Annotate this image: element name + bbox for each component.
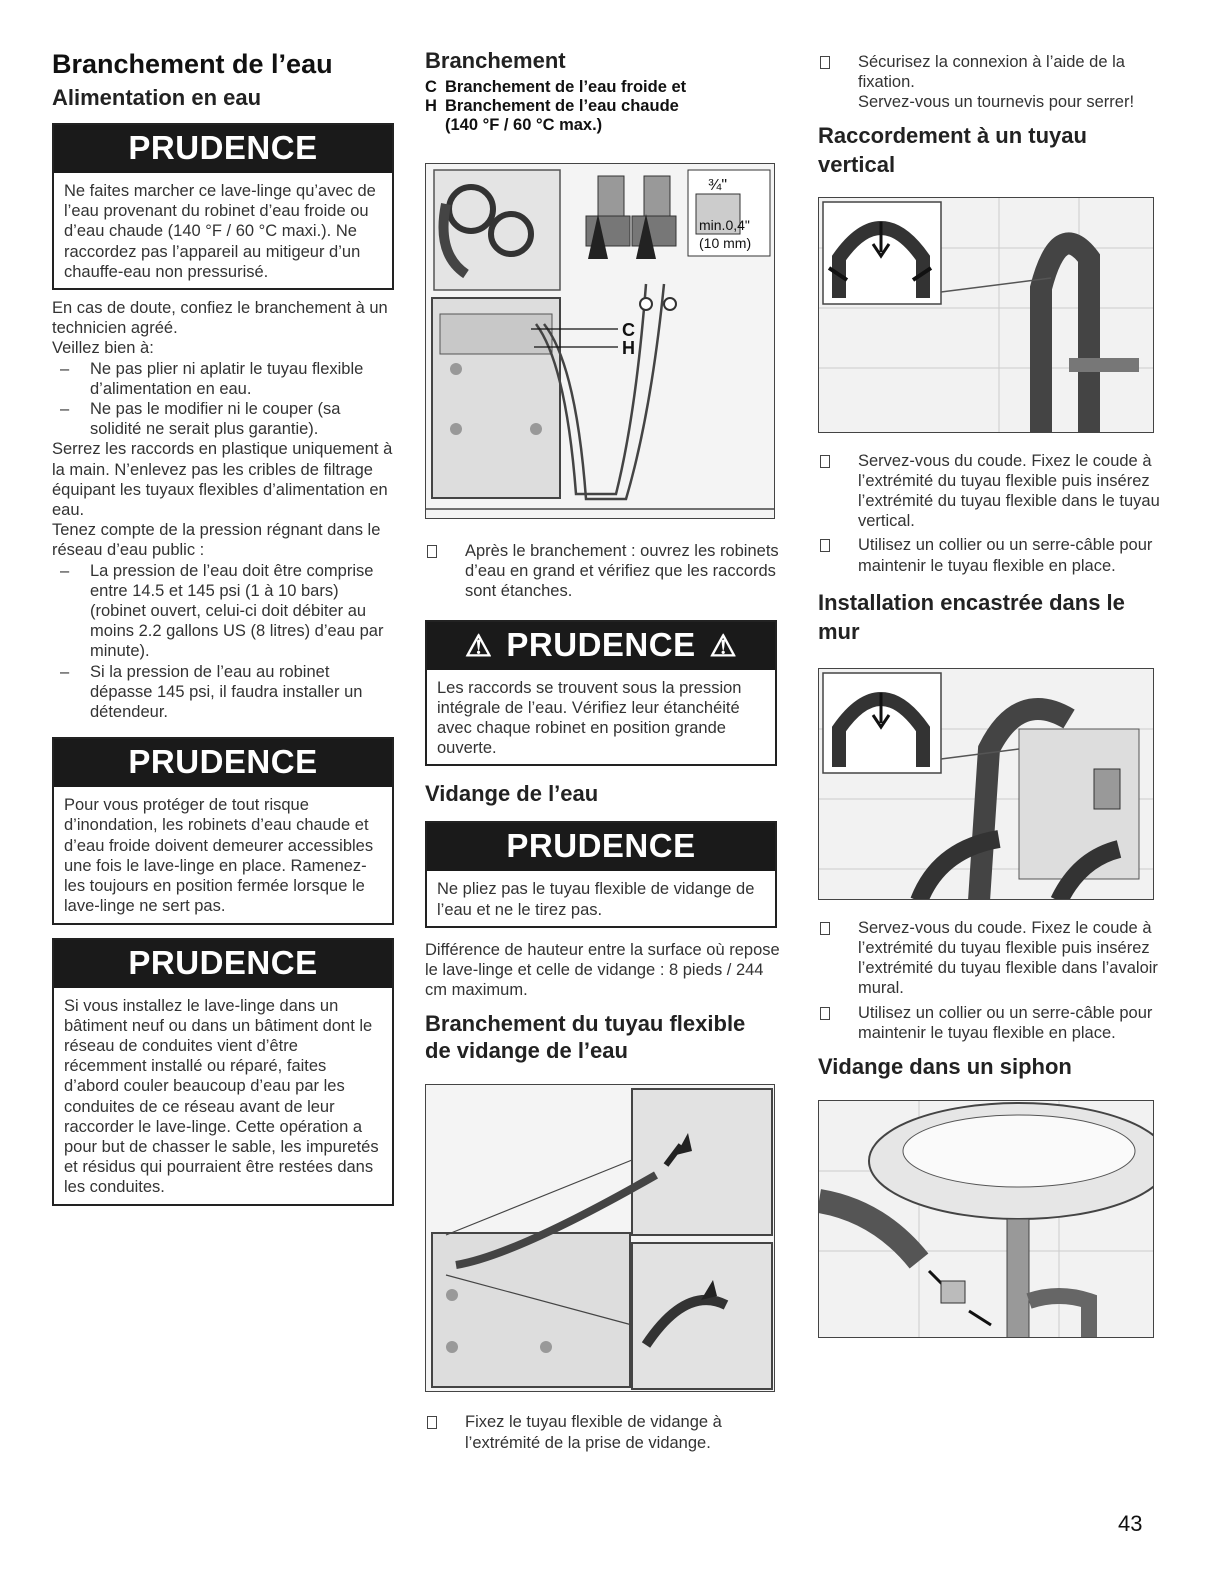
wall-drain-steps [818, 918, 1160, 1043]
pressure-rules-list [52, 561, 394, 723]
section-heading-water-supply: Alimentation en eau [52, 85, 262, 110]
caution-heading: PRUDENCE [427, 823, 775, 871]
caution-box-new-building [52, 938, 394, 1206]
checkbox-icon [427, 545, 437, 558]
fig-label-mm: (10 mm) [699, 235, 752, 251]
page-number: 43 [1118, 1511, 1143, 1536]
column-right [818, 52, 1160, 1338]
caution-text: Ne faites marcher ce lave-linge qu’avec de l’eau provenant du robinet d’eau froide ou d’eau chaude (140 °F / 60 °C maxi.). Ne raccordez pas l’appareil au mitigeur d’un chauffe-eau non pressurisé. [64, 182, 376, 281]
paragraph-height-difference: Différence de hauteur entre la surface où repose le lave-linge et celle de vidange : 8 pieds / 244 cm maximum. [425, 940, 780, 1000]
warning-triangle-icon: ⚠ [709, 629, 737, 663]
column-middle [425, 48, 785, 1457]
caution-heading-with-icons: ⚠ PRUDENCE ⚠ [427, 622, 775, 670]
secure-connection-steps [818, 52, 1160, 113]
list-item: Après le branchement : ouvrez les robinets d’eau en grand et vérifiez que les raccords sont étanches. [425, 541, 785, 602]
after-connection-steps [425, 541, 785, 602]
list-item: Fixez le tuyau flexible de vidange à l’extrémité de la prise de vidange. [425, 1412, 785, 1452]
hot-letter: H [425, 97, 437, 115]
checkbox-icon [820, 56, 830, 69]
caution-box-drain-hose [425, 821, 777, 927]
page-title: Branchement de l’eau [52, 49, 333, 79]
fig-label-hot: H [622, 338, 635, 358]
checkbox-icon [820, 1007, 830, 1020]
list-item: – Si la pression de l’eau au robinet dépasse 145 psi, il faudra installer un détendeur. [52, 662, 394, 723]
standpipe-steps [818, 451, 1160, 576]
paragraph-technician: En cas de doute, confiez le branchement à un technicien agréé. [52, 299, 388, 338]
paragraph-water-pressure: Tenez compte de la pression régnant dans le réseau d’eau public : [52, 521, 381, 560]
caution-heading: PRUDENCE [54, 940, 392, 988]
fig-label-min: min.0,4" [699, 217, 750, 233]
caution-box-water-source [52, 123, 394, 290]
section-heading-wall-drain: Installation encastrée dans le mur [818, 589, 1125, 644]
list-item: Sécurisez la connexion à l’aide de la fixation. Servez-vous un tournevis pour serrer! [818, 52, 1160, 113]
checkbox-icon [427, 1416, 437, 1429]
checkbox-icon [820, 539, 830, 552]
list-item: – Ne pas le modifier ni le couper (sa solidité ne serait plus garantie). [52, 399, 394, 439]
cold-letter: C [425, 78, 437, 96]
caution-text: Ne pliez pas le tuyau flexible de vidange de l’eau et ne le tirez pas. [437, 880, 755, 919]
paragraph-plastic-fittings: Serrez les raccords en plastique uniquement à la main. N’enlevez pas les cribles de filtrage équipant les tuyaux flexibles d’alimentation en eau. [52, 440, 393, 520]
caution-box-taps-accessible [52, 737, 394, 924]
cold-water-heading: Branchement de l’eau froide et [445, 78, 687, 96]
list-item: Utilisez un collier ou un serre-câble pour maintenir le tuyau flexible en place. [818, 535, 1160, 575]
figure-standpipe [818, 197, 1154, 433]
checkbox-icon [820, 455, 830, 468]
caution-text: Si vous installez le lave-linge dans un bâtiment neuf ou dans un bâtiment dont le réseau de conduites vient d’être récemment installé ou réparé, faites d’abord couler beaucoup d’eau par les conduites de ce réseau avant de leur raccorder le lave-linge. Cette opération a pour but de chasser le sable, les impuretés et résidus qui pourraient être restées dans les conduites. [64, 996, 379, 1197]
column-left [52, 48, 394, 1206]
fig-label-thread-size: ¾" [708, 177, 728, 194]
section-heading-sink-trap: Vidange dans un siphon [818, 1054, 1072, 1080]
section-heading-drain-hose: Branchement du tuyau flexible de vidange de l’eau [425, 1011, 746, 1064]
hot-water-heading: Branchement de l’eau chaude [445, 97, 679, 115]
list-item: Utilisez un collier ou un serre-câble pour maintenir le tuyau flexible en place. [818, 1003, 1160, 1043]
list-item: Servez-vous du coude. Fixez le coude à l’extrémité du tuyau flexible puis insérez l’extrémité du tuyau flexible dans l’avaloir mural. [818, 918, 1160, 999]
list-item: Servez-vous du coude. Fixez le coude à l’extrémité du tuyau flexible puis insérez l’extrémité du tuyau flexible dans le tuyau vertical. [818, 451, 1160, 532]
fig-label-cold: C [622, 320, 635, 340]
section-heading-connection: Branchement [425, 48, 566, 73]
figure-drain-hose [425, 1084, 775, 1392]
list-item: – Ne pas plier ni aplatir le tuyau flexible d’alimentation en eau. [52, 359, 394, 399]
drain-hose-steps [425, 1412, 785, 1452]
figure-wall-drain [818, 668, 1154, 900]
warning-triangle-icon: ⚠ [464, 629, 493, 663]
hose-rules-list [52, 359, 394, 440]
caution-heading: PRUDENCE [54, 739, 392, 787]
list-item: – La pression de l’eau doit être comprise entre 14.5 et 145 psi (1 à 10 bars) (robinet ouvert, celui-ci doit débiter au moins 2.2 gallons US (8 litres) d’eau par minute). [52, 561, 394, 662]
caution-heading: PRUDENCE [54, 125, 392, 173]
section-heading-drainage: Vidange de l’eau [425, 781, 599, 807]
max-temperature: (140 °F / 60 °C max.) [445, 116, 603, 134]
caution-text: Les raccords se trouvent sous la pression intégrale de l’eau. Vérifiez leur étanchéité avec chaque robinet en position grande ouverte. [437, 678, 742, 758]
paragraph-make-sure: Veillez bien à: [52, 339, 154, 358]
section-heading-standpipe: Raccordement à un tuyau vertical [818, 122, 1087, 177]
figure-sink-trap [818, 1100, 1154, 1338]
figure-water-connection [425, 163, 775, 519]
caution-text: Pour vous protéger de tout risque d’inondation, les robinets d’eau chaude et d’eau froide doivent demeurer accessibles une fois le lave-linge en place. Ramenez-les toujours en position fermée lorsque le lave-linge ne sert pas. [64, 796, 374, 916]
checkbox-icon [820, 922, 830, 935]
caution-box-pressure [425, 620, 777, 767]
